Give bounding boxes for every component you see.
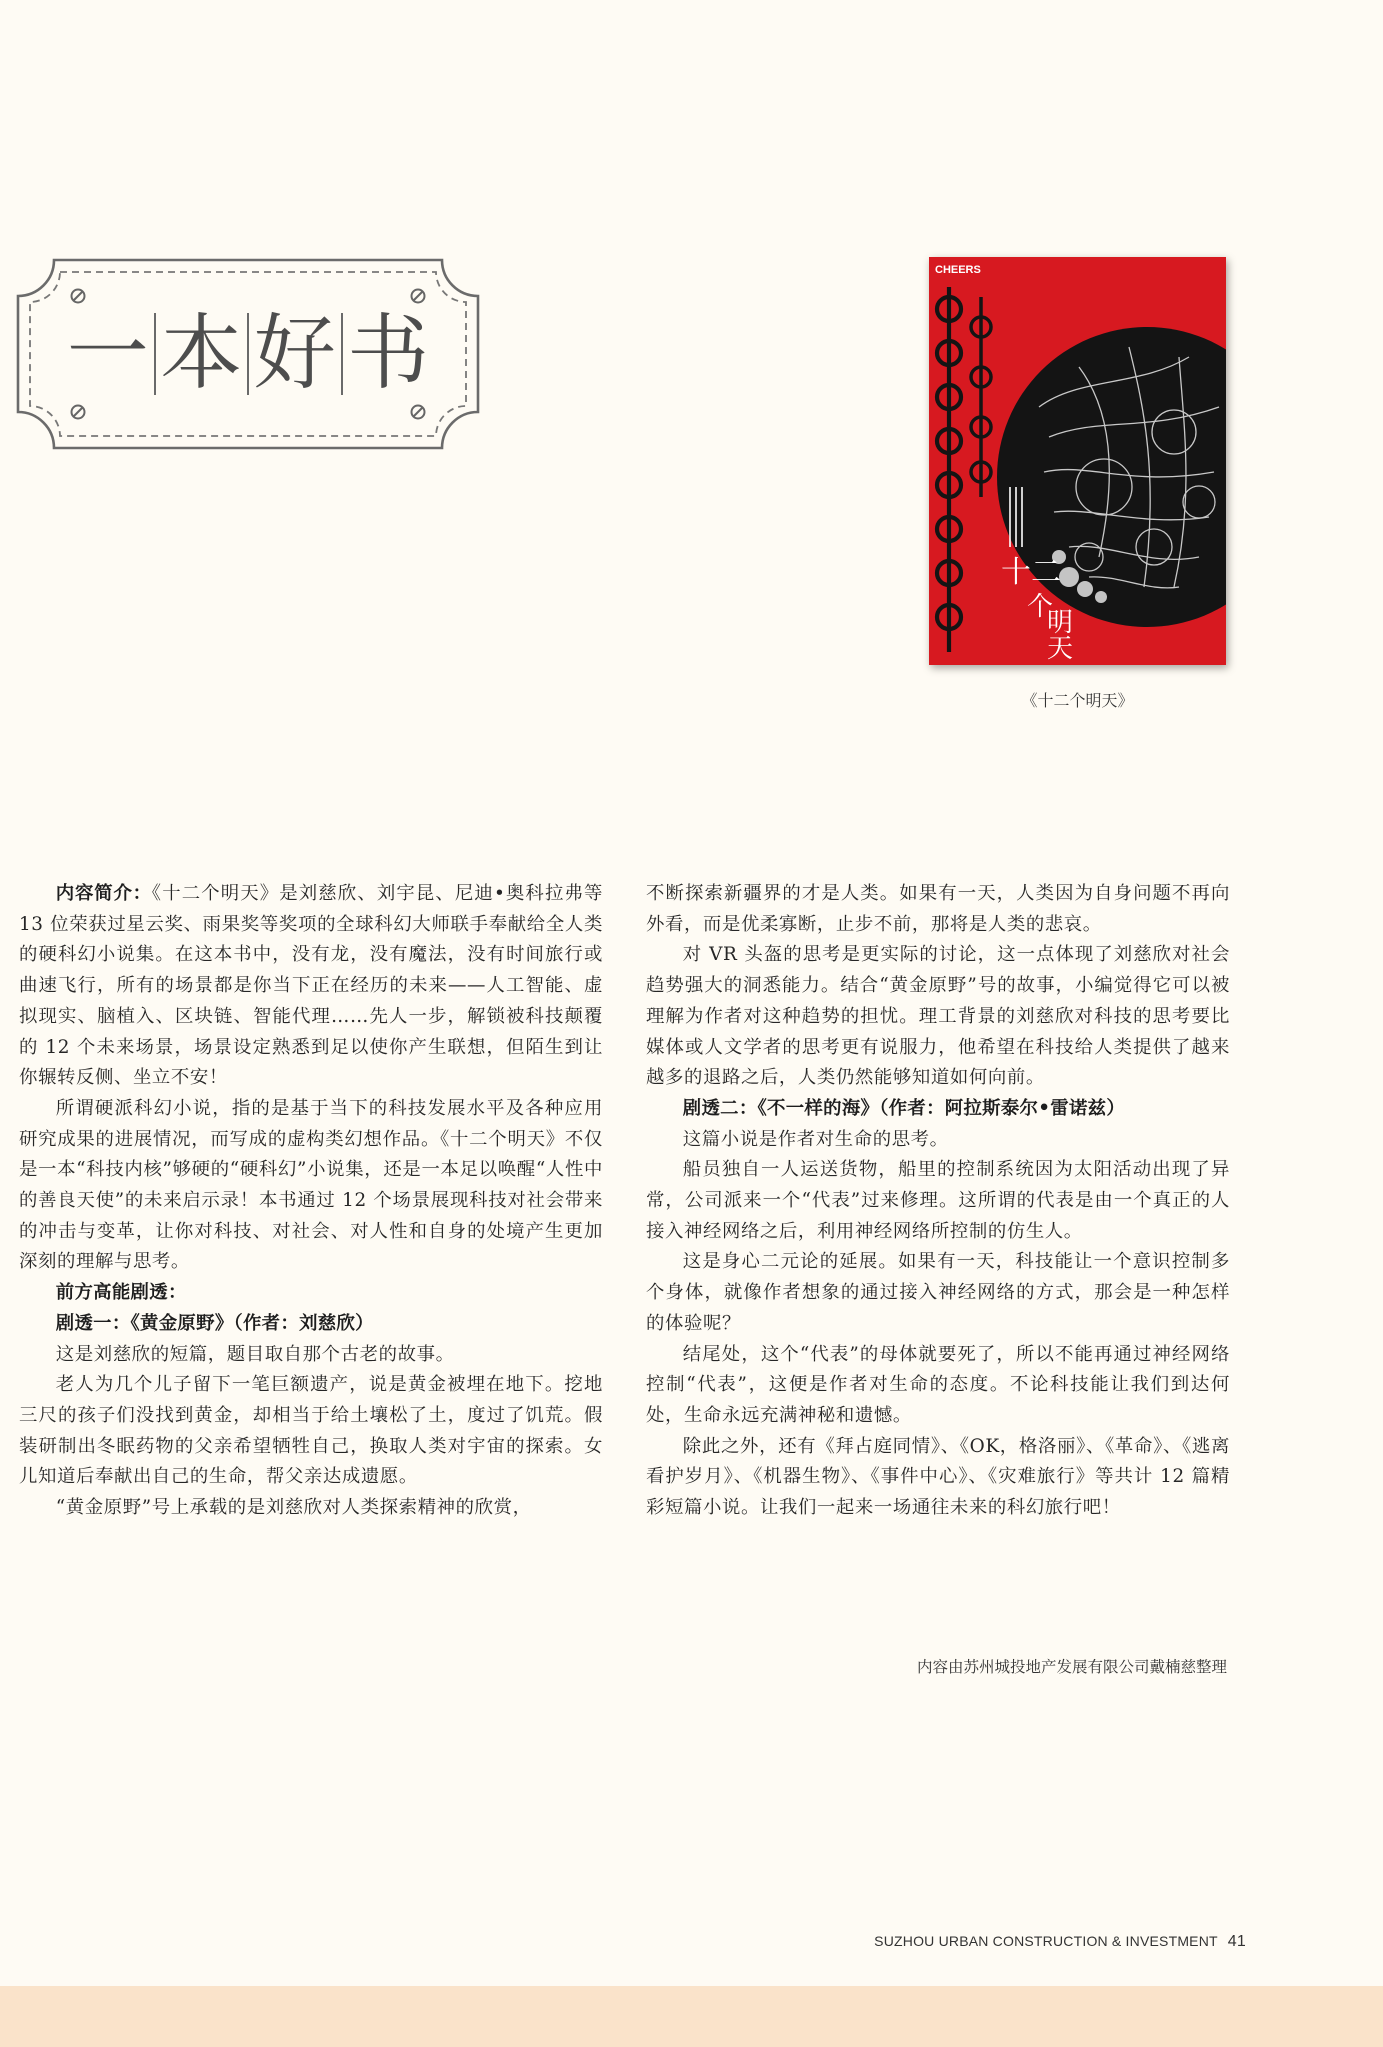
- spoiler-one-paragraph-2: 老人为几个儿子留下一笔巨额遗产，说是黄金被埋在地下。挖地三尺的孩子们没找到黄金，却相当于给土壤松了土，度过了饥荒。假装研制出冬眠药物的父亲希望牺牲自己，换取人类对宇宙的探索。女儿知道后奉献出自己的生命，帮父亲达成遗愿。: [19, 1374, 603, 1488]
- book-cover-caption: 《十二个明天》: [1021, 691, 1134, 710]
- svg-text:明: 明: [1047, 608, 1074, 638]
- title-char-1: 一: [66, 306, 149, 401]
- intro-paragraph: [19, 879, 603, 1094]
- title-char-3: 好: [253, 306, 336, 401]
- magazine-name: SUZHOU URBAN CONSTRUCTION & INVESTMENT: [874, 1933, 1218, 1949]
- spoiler-two-paragraph-4: 结尾处，这个“代表”的母体就要死了，所以不能再通过神经网络控制“代表”，这便是作者对生命的态度。不论科技能让我们到达何处，生命永远充满神秘和遗憾。: [646, 1343, 1230, 1426]
- title-char-2: 本: [160, 306, 243, 401]
- closing-paragraph: 除此之外，还有《拜占庭同情》、《OK，格洛丽》、《革命》、《逃离看护岁月》、《机器生物》、《事件中心》、《灾难旅行》等共计 12 篇精彩短篇小说。让我们一起来一场通往未来的科幻旅行吧！: [646, 1435, 1230, 1519]
- article-column-right: [646, 879, 1230, 1524]
- svg-text:天: 天: [1047, 634, 1074, 664]
- spoiler-one-heading: 剧透一：《黄金原野》（作者：刘慈欣）: [55, 1312, 374, 1334]
- spoiler-two-heading: 剧透二：《不一样的海》（作者：阿拉斯泰尔•雷诺兹）: [682, 1097, 1126, 1119]
- title-char-4: 书: [347, 306, 430, 401]
- page-number: 41: [1227, 1933, 1246, 1950]
- intro-text: 《十二个明天》是刘慈欣、刘宇昆、尼迪•奥科拉弗等 13 位荣获过星云奖、雨果奖等奖项的全球科幻大师联手奉献给全人类的硬科幻小说集。在这本书中，没有龙，没有魔法，没有时间旅行或曲速飞行，所有的场景都是你当下正在经历的未来——人工智能、虚拟现实、脑植入、区块链、智能代理……先人一步，解锁被科技颠覆的 12 个未来场景，场景设定熟悉到足以使你产生联想，但陌生到让你辗转反侧、坐立不安！: [19, 883, 603, 1089]
- spoiler-two-paragraph-3: 这是身心二元论的延展。如果有一天，科技能让一个意识控制多个身体，就像作者想象的通过接入神经网络的方式，那会是一种怎样的体验呢？: [646, 1251, 1230, 1334]
- book-cover-image: [929, 257, 1226, 665]
- svg-text:个: 个: [1027, 592, 1054, 622]
- cover-artwork: [929, 257, 1226, 665]
- spoiler-two-paragraph-1: 这篇小说是作者对生命的思考。: [682, 1128, 949, 1150]
- page-footer: [874, 1933, 1246, 1951]
- spoiler-one-paragraph-3-continued: 不断探索新疆界的才是人类。如果有一天，人类因为自身问题不再向外看，而是优柔寡断，止步不前，那将是人类的悲哀。: [646, 883, 1230, 935]
- section-title: [62, 304, 434, 404]
- svg-text:CHEERS: CHEERS: [935, 264, 981, 276]
- spoiler-heading: 前方高能剧透：: [55, 1282, 187, 1304]
- article-column-left: [19, 879, 603, 1524]
- spoiler-two-paragraph-2: 船员独自一人运送货物，船里的控制系统因为太阳活动出现了异常，公司派来一个“代表”过来修理。这所谓的代表是由一个真正的人接入神经网络之后，利用神经网络所控制的仿生人。: [646, 1159, 1230, 1242]
- article-credit: 内容由苏州城投地产发展有限公司戴楠慈整理: [916, 1658, 1227, 1676]
- section-title-badge: [16, 258, 480, 450]
- vr-helmet-paragraph: 对 VR 头盔的思考是更实际的讨论，这一点体现了刘慈欣对社会趋势强大的洞悉能力。结合“黄金原野”号的故事，小编觉得它可以被理解为作者对这种趋势的担忧。理工背景的刘慈欣对科技的思考要比媒体或人文学者的思考更有说服力，他希望在科技给人类提供了越来越多的退路之后，人类仍然能够知道如何向前。: [646, 944, 1230, 1089]
- intro-label: 内容简介：: [55, 883, 152, 904]
- hard-scifi-paragraph: 所谓硬派科幻小说，指的是基于当下的科技发展水平及各种应用研究成果的进展情况，而写成的虚构类幻想作品。《十二个明天》不仅是一本“科技内核”够硬的“硬科幻”小说集，还是一本足以唤醒“人性中的善良天使”的未来启示录！本书通过 12 个场景展现科技对社会带来的冲击与变革，让你对科技、对社会、对人性和自身的处境产生更加深刻的理解与思考。: [19, 1097, 603, 1273]
- spoiler-one-paragraph-1: 这是刘慈欣的短篇，题目取自那个古老的故事。: [55, 1343, 455, 1365]
- svg-text:十二: 十二: [1001, 555, 1061, 590]
- spoiler-one-paragraph-3: “黄金原野”号上承载的是刘慈欣对人类探索精神的欣赏，: [55, 1497, 532, 1519]
- footer-band: [0, 1986, 1383, 2047]
